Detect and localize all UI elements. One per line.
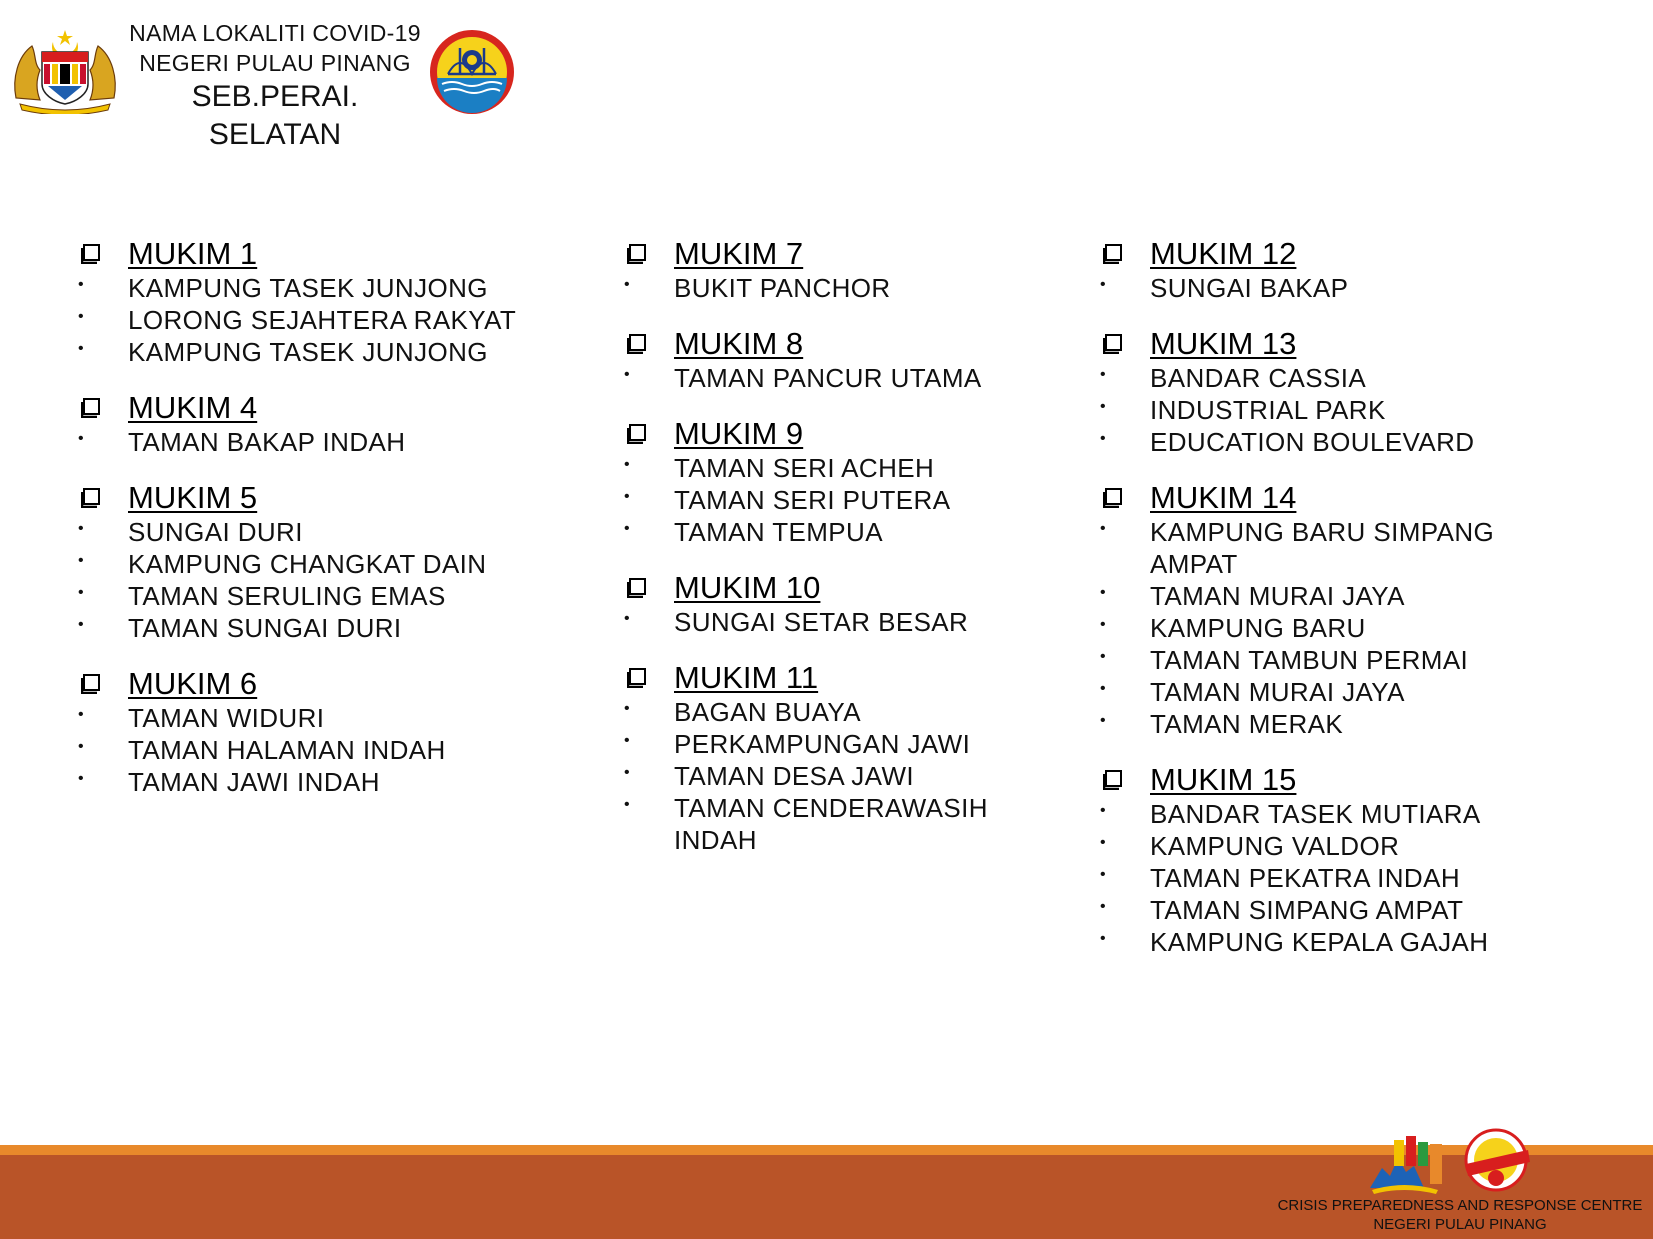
checkbox-bullet-icon — [1103, 244, 1123, 264]
list-item — [1100, 894, 1560, 926]
column-1 — [78, 236, 538, 820]
locality-name: TAMAN SERI PUTERA — [674, 485, 951, 515]
list-item — [1100, 830, 1560, 862]
mukim-title: MUKIM 7 — [674, 236, 804, 271]
header-line-2: NEGERI PULAU PINANG — [139, 50, 411, 76]
checkbox-bullet-icon — [81, 674, 101, 694]
bullet-dot-icon: • — [624, 764, 631, 781]
bullet-dot-icon: • — [1100, 398, 1107, 415]
checkbox-bullet-icon — [627, 424, 647, 444]
locality-name: BANDAR TASEK MUTIARA — [1150, 799, 1481, 829]
mukim-title: MUKIM 1 — [128, 236, 258, 271]
mukim-group — [78, 236, 538, 368]
list-item — [1100, 644, 1560, 676]
bullet-dot-icon: • — [624, 610, 631, 627]
locality-list — [624, 362, 1044, 394]
bullet-dot-icon: • — [624, 488, 631, 505]
bullet-dot-icon: • — [624, 366, 631, 383]
mukim-group — [1100, 762, 1560, 958]
mukim-heading — [78, 236, 538, 272]
footer-line-1: CRISIS PREPAREDNESS AND RESPONSE CENTRE — [1277, 1197, 1643, 1214]
bullet-dot-icon: • — [78, 520, 85, 537]
list-item — [78, 612, 538, 644]
list-item — [624, 728, 1044, 760]
locality-list — [1100, 516, 1560, 740]
bullet-dot-icon: • — [624, 796, 631, 813]
mukim-heading — [1100, 326, 1560, 362]
mukim-title: MUKIM 6 — [128, 666, 258, 701]
list-item — [1100, 580, 1560, 612]
mukim-group — [624, 660, 1044, 856]
mukim-title: MUKIM 9 — [674, 416, 804, 451]
mukim-group — [624, 570, 1044, 638]
locality-name: TAMAN TAMBUN PERMAI — [1150, 645, 1469, 675]
mukim-heading — [1100, 480, 1560, 516]
footer-line-2: NEGERI PULAU PINANG — [1373, 1216, 1547, 1233]
locality-name: INDUSTRIAL PARK — [1150, 395, 1386, 425]
locality-name: TAMAN MURAI JAYA — [1150, 677, 1405, 707]
locality-list — [78, 702, 538, 798]
locality-name: TAMAN SERULING EMAS — [128, 581, 446, 611]
column-3 — [1100, 236, 1560, 980]
locality-name: TAMAN CENDERAWASIH INDAH — [674, 793, 988, 855]
list-item — [1100, 798, 1560, 830]
mukim-title: MUKIM 5 — [128, 480, 258, 515]
mukim-title: MUKIM 13 — [1150, 326, 1297, 361]
locality-name: TAMAN SUNGAI DURI — [128, 613, 402, 643]
list-item — [624, 452, 1044, 484]
locality-name: BANDAR CASSIA — [1150, 363, 1367, 393]
list-item — [624, 760, 1044, 792]
column-2 — [624, 236, 1044, 878]
bullet-dot-icon: • — [1100, 898, 1107, 915]
list-item — [78, 272, 538, 304]
mukim-group — [1100, 236, 1560, 304]
locality-list — [1100, 362, 1560, 458]
locality-name: KAMPUNG BARU SIMPANG AMPAT — [1150, 517, 1495, 579]
mukim-heading — [78, 390, 538, 426]
locality-list — [1100, 272, 1560, 304]
mukim-title: MUKIM 14 — [1150, 480, 1297, 515]
mukim-heading — [1100, 236, 1560, 272]
mukim-title: MUKIM 4 — [128, 390, 258, 425]
locality-name: TAMAN SERI ACHEH — [674, 453, 935, 483]
list-item — [78, 766, 538, 798]
bullet-dot-icon: • — [1100, 430, 1107, 447]
list-item — [624, 792, 1044, 856]
bullet-dot-icon: • — [78, 738, 85, 755]
bullet-dot-icon: • — [1100, 616, 1107, 633]
footer-logos — [1368, 1128, 1538, 1196]
mukim-group — [624, 236, 1044, 304]
bullet-dot-icon: • — [78, 770, 85, 787]
mukim-group — [624, 326, 1044, 394]
mukim-group — [78, 480, 538, 644]
locality-name: KAMPUNG KEPALA GAJAH — [1150, 927, 1489, 957]
locality-name: TAMAN BAKAP INDAH — [128, 427, 406, 457]
bullet-dot-icon: • — [1100, 930, 1107, 947]
mukim-group — [78, 666, 538, 798]
locality-name: TAMAN PEKATRA INDAH — [1150, 863, 1461, 893]
bullet-dot-icon: • — [78, 706, 85, 723]
mukim-heading — [624, 236, 1044, 272]
mukim-heading — [78, 666, 538, 702]
bullet-dot-icon: • — [624, 732, 631, 749]
locality-name: KAMPUNG TASEK JUNJONG — [128, 273, 488, 303]
list-item — [78, 702, 538, 734]
bullet-dot-icon: • — [1100, 648, 1107, 665]
bullet-dot-icon: • — [78, 430, 85, 447]
bullet-dot-icon: • — [624, 520, 631, 537]
list-item — [624, 516, 1044, 548]
locality-name: TAMAN DESA JAWI — [674, 761, 915, 791]
mukim-group — [624, 416, 1044, 548]
list-item — [624, 484, 1044, 516]
locality-list — [624, 696, 1044, 856]
list-item — [624, 696, 1044, 728]
locality-list — [624, 606, 1044, 638]
list-item — [1100, 612, 1560, 644]
bullet-dot-icon: • — [624, 456, 631, 473]
list-item — [1100, 272, 1560, 304]
mukim-group — [1100, 480, 1560, 740]
mukim-heading — [624, 416, 1044, 452]
locality-name: KAMPUNG VALDOR — [1150, 831, 1400, 861]
mukim-title: MUKIM 12 — [1150, 236, 1297, 271]
locality-name: SUNGAI BAKAP — [1150, 273, 1349, 303]
bullet-dot-icon: • — [1100, 834, 1107, 851]
bullet-dot-icon: • — [1100, 520, 1107, 537]
mukim-heading — [624, 570, 1044, 606]
locality-list — [78, 516, 538, 644]
locality-name: SUNGAI DURI — [128, 517, 303, 547]
header-district: SEB.PERAI. SELATAN — [191, 80, 359, 151]
locality-name: TAMAN MURAI JAYA — [1150, 581, 1405, 611]
mukim-title: MUKIM 8 — [674, 326, 804, 361]
list-item — [1100, 426, 1560, 458]
locality-name: TAMAN TEMPUA — [674, 517, 883, 547]
locality-name: BUKIT PANCHOR — [674, 273, 891, 303]
header-line-1: NAMA LOKALITI COVID-19 — [129, 20, 421, 46]
locality-list — [624, 452, 1044, 548]
locality-name: TAMAN JAWI INDAH — [128, 767, 380, 797]
locality-name: KAMPUNG BARU — [1150, 613, 1366, 643]
locality-name: TAMAN MERAK — [1150, 709, 1344, 739]
locality-list — [1100, 798, 1560, 958]
mukim-heading — [624, 326, 1044, 362]
bullet-dot-icon: • — [1100, 802, 1107, 819]
locality-name: PERKAMPUNGAN JAWI — [674, 729, 971, 759]
mukim-heading — [624, 660, 1044, 696]
bullet-dot-icon: • — [78, 552, 85, 569]
list-item — [1100, 516, 1560, 580]
checkbox-bullet-icon — [627, 668, 647, 688]
checkbox-bullet-icon — [627, 578, 647, 598]
bullet-dot-icon: • — [78, 276, 85, 293]
malaysia-coat-of-arms-icon — [10, 28, 120, 114]
checkbox-bullet-icon — [1103, 770, 1123, 790]
checkbox-bullet-icon — [627, 244, 647, 264]
cprc-logo-icon — [1370, 1136, 1442, 1194]
checkbox-bullet-icon — [1103, 488, 1123, 508]
list-item — [78, 516, 538, 548]
locality-name: KAMPUNG CHANGKAT DAIN — [128, 549, 487, 579]
bullet-dot-icon: • — [624, 276, 631, 293]
list-item — [1100, 862, 1560, 894]
list-item — [624, 272, 1044, 304]
list-item — [78, 580, 538, 612]
council-seal-icon — [428, 28, 516, 116]
bullet-dot-icon: • — [1100, 866, 1107, 883]
list-item — [1100, 926, 1560, 958]
locality-name: TAMAN WIDURI — [128, 703, 325, 733]
list-item — [624, 362, 1044, 394]
bullet-dot-icon: • — [1100, 680, 1107, 697]
locality-name: SUNGAI SETAR BESAR — [674, 607, 969, 637]
locality-name: TAMAN PANCUR UTAMA — [674, 363, 982, 393]
locality-list — [78, 272, 538, 368]
mukim-group — [78, 390, 538, 458]
list-item — [78, 734, 538, 766]
list-item — [78, 548, 538, 580]
bullet-dot-icon: • — [1100, 276, 1107, 293]
mukim-heading — [1100, 762, 1560, 798]
bullet-dot-icon: • — [1100, 584, 1107, 601]
list-item — [1100, 362, 1560, 394]
list-item — [78, 336, 538, 368]
mukim-title: MUKIM 11 — [674, 660, 819, 695]
locality-name: TAMAN HALAMAN INDAH — [128, 735, 446, 765]
bullet-dot-icon: • — [78, 584, 85, 601]
bullet-dot-icon: • — [78, 616, 85, 633]
bullet-dot-icon: • — [624, 700, 631, 717]
list-item — [1100, 676, 1560, 708]
footer-org-name — [1270, 1196, 1650, 1234]
checkbox-bullet-icon — [81, 488, 101, 508]
list-item — [78, 304, 538, 336]
header-title-block — [122, 18, 428, 154]
locality-name: TAMAN SIMPANG AMPAT — [1150, 895, 1464, 925]
list-item — [1100, 394, 1560, 426]
list-item — [78, 426, 538, 458]
list-item — [624, 606, 1044, 638]
locality-name: LORONG SEJAHTERA RAKYAT — [128, 305, 517, 335]
bullet-dot-icon: • — [1100, 712, 1107, 729]
locality-name: BAGAN BUAYA — [674, 697, 861, 727]
mukim-heading — [78, 480, 538, 516]
locality-name: EDUCATION BOULEVARD — [1150, 427, 1475, 457]
list-item — [1100, 708, 1560, 740]
mukim-title: MUKIM 15 — [1150, 762, 1297, 797]
locality-list — [624, 272, 1044, 304]
checkbox-bullet-icon — [81, 398, 101, 418]
mukim-group — [1100, 326, 1560, 458]
checkbox-bullet-icon — [627, 334, 647, 354]
checkbox-bullet-icon — [81, 244, 101, 264]
bullet-dot-icon: • — [1100, 366, 1107, 383]
checkbox-bullet-icon — [1103, 334, 1123, 354]
penang-lawan-covid19-badge-icon — [1466, 1130, 1530, 1190]
bullet-dot-icon: • — [78, 308, 85, 325]
bullet-dot-icon: • — [78, 340, 85, 357]
locality-name: KAMPUNG TASEK JUNJONG — [128, 337, 488, 367]
locality-list — [78, 426, 538, 458]
mukim-title: MUKIM 10 — [674, 570, 821, 605]
